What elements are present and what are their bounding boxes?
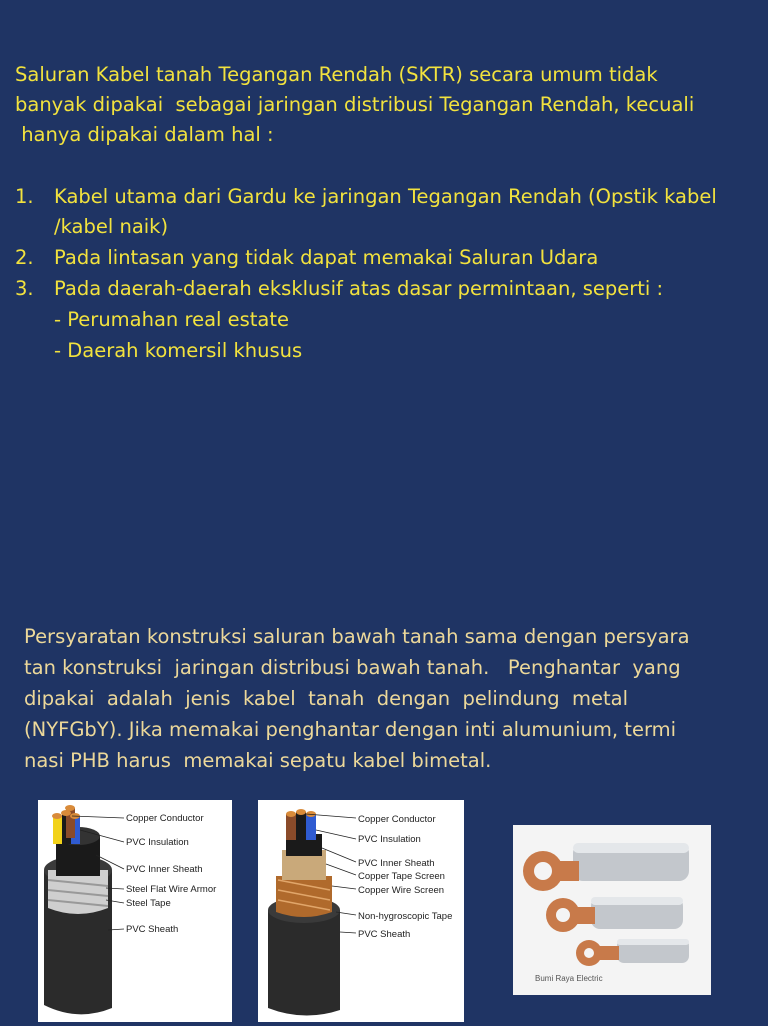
armored-cable-illustration	[38, 800, 232, 1022]
cable1-label: PVC Inner Sheath	[126, 864, 203, 875]
list-subitem: - Daerah komersil khusus	[54, 339, 303, 362]
cable-figure-screened	[258, 800, 464, 1022]
cable2-label: Copper Conductor	[358, 814, 436, 825]
list-number: 1.	[15, 185, 34, 208]
intro-line: Saluran Kabel tanah Tegangan Rendah (SKTR) secara umum tidak	[15, 63, 658, 86]
cable2-label: Non-hygroscopic Tape	[358, 911, 453, 922]
cable1-label: Steel Flat Wire Armor	[126, 884, 217, 895]
requirements-line: dipakai adalah jenis kabel tanah dengan pelindung metal	[24, 687, 628, 710]
cable2-label: Copper Tape Screen	[358, 871, 445, 882]
cable-figure-armored	[38, 800, 232, 1022]
cable2-label: Copper Wire Screen	[358, 885, 445, 896]
cable1-label: PVC Insulation	[126, 837, 189, 848]
screened-cable-illustration	[258, 800, 464, 1022]
bimetal-lugs-figure	[513, 825, 711, 995]
cable2-label: PVC Sheath	[358, 929, 411, 940]
bimetal-lugs-illustration	[513, 825, 711, 995]
cable2-label: PVC Insulation	[358, 834, 421, 845]
list-item-text: Pada lintasan yang tidak dapat memakai Saluran Udara	[54, 246, 599, 269]
list-item-text: Kabel utama dari Gardu ke jaringan Tegangan Rendah (Opstik kabel	[54, 185, 717, 208]
cable1-label: Copper Conductor	[126, 813, 204, 824]
list-number: 2.	[15, 246, 34, 269]
list-subitem: - Perumahan real estate	[54, 308, 290, 331]
requirements-line: tan konstruksi jaringan distribusi bawah tanah. Penghantar yang	[24, 656, 681, 679]
cable1-label: PVC Sheath	[126, 924, 179, 935]
lugs-watermark: Bumi Raya Electric	[535, 974, 603, 983]
intro-line: hanya dipakai dalam hal :	[15, 123, 274, 146]
cable1-label: Steel Tape	[126, 898, 171, 909]
list-item-text: Pada daerah-daerah eksklusif atas dasar permintaan, seperti :	[54, 277, 664, 300]
requirements-line: Persyaratan konstruksi saluran bawah tanah sama dengan persyara	[24, 625, 690, 648]
requirements-line: (NYFGbY). Jika memakai penghantar dengan inti alumunium, termi	[24, 718, 677, 741]
list-number: 3.	[15, 277, 34, 300]
requirements-line: nasi PHB harus memakai sepatu kabel bimetal.	[24, 749, 492, 772]
cable2-label: PVC Inner Sheath	[358, 858, 435, 869]
list-item-text: /kabel naik)	[54, 215, 169, 238]
intro-line: banyak dipakai sebagai jaringan distribusi Tegangan Rendah, kecuali	[15, 93, 695, 116]
